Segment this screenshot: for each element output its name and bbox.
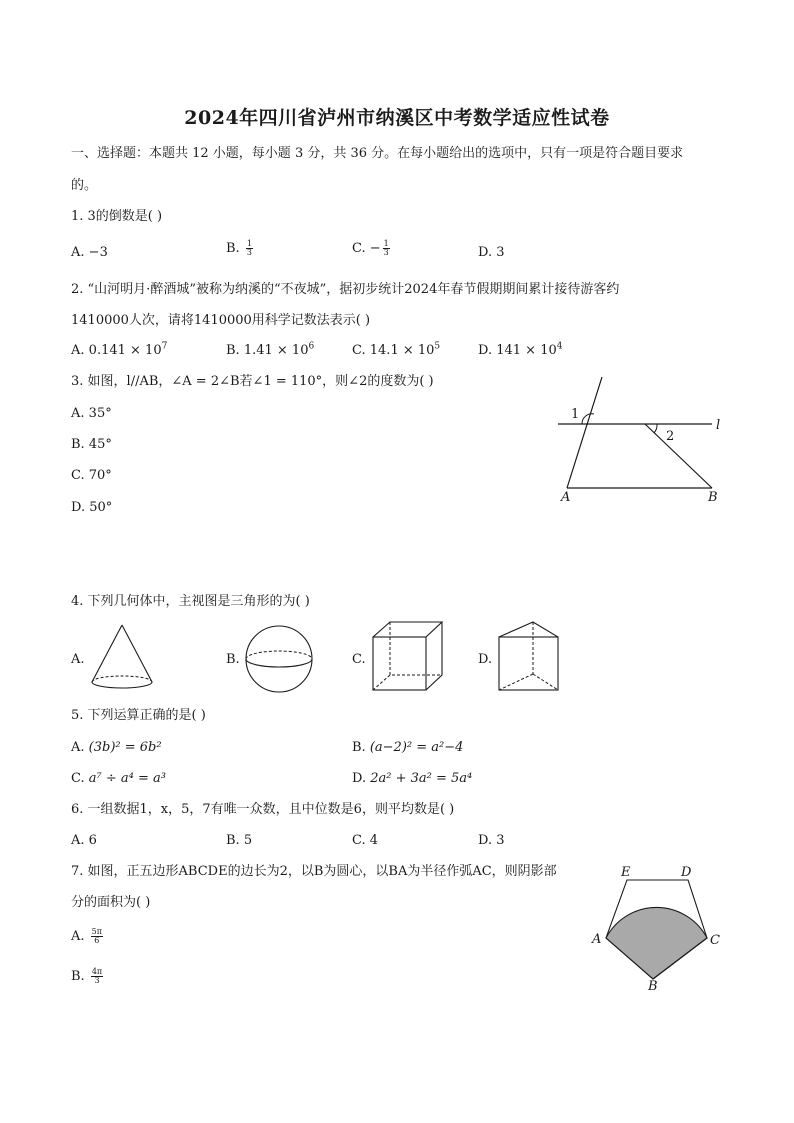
q6-option-a: A. 6	[71, 833, 97, 848]
page-title: 2024年四川省泸州市纳溪区中考数学适应性试卷	[184, 107, 610, 129]
q7-label-D: D	[681, 865, 692, 880]
q7-label-C: C	[710, 933, 720, 948]
q7-option-b: B. $\frac{4\pi}{3}$	[71, 967, 103, 985]
q1-option-b: B. $\frac{1}{3}$	[226, 239, 252, 257]
q7-option-a: A. $\frac{5\pi}{6}$	[71, 927, 103, 945]
q5-option-d: D. 2a² + 3a² = 5a⁴	[352, 771, 473, 786]
q7-option-b-fraction: $\frac{4\pi}{3}$	[91, 967, 103, 985]
q7-pentagon-figure	[585, 862, 725, 994]
q7-label-B: B	[648, 979, 658, 994]
q3-option-b: B. 45°	[71, 437, 112, 452]
q3-label-l: l	[716, 418, 721, 433]
q1-option-c: C. − $\frac{1}{3}$	[352, 239, 389, 257]
q2-option-a: A. $0.141 \times 10^7$	[71, 341, 168, 358]
q2-stem-line2: 1410000人次，请将1410000用科学记数法表示( )	[71, 313, 371, 328]
q7-label-A: A	[592, 932, 602, 947]
q4-option-b-letter: B.	[226, 652, 240, 667]
q5-option-c: C. a⁷ ÷ a⁴ = a³	[71, 771, 166, 786]
q4-cone-figure	[88, 622, 156, 692]
q7-stem-line1: 7. 如图，正五边形ABCDE的边长为2，以B为圆心，以BA为半径作弧AC，则阴影部	[71, 864, 557, 879]
q3-label-1: 1	[571, 407, 580, 422]
q3-figure	[550, 370, 730, 510]
q7-shaded-region	[606, 907, 707, 979]
q3-segment-B	[645, 424, 712, 488]
q6-option-b: B. 5	[226, 833, 253, 848]
q3-label-B: B	[708, 490, 718, 505]
q5-option-b: B. (a−2)² = a²−4	[352, 740, 464, 755]
q3-option-d: D. 50°	[71, 500, 113, 515]
q2-option-c: C. $14.1 \times 10^5$	[352, 341, 441, 358]
q6-option-c: C. 4	[352, 833, 379, 848]
q1-option-b-fraction: $\frac{1}{3}$	[246, 239, 252, 257]
q7-option-a-fraction: $\frac{5\pi}{6}$	[91, 927, 103, 945]
q3-label-2: 2	[666, 429, 675, 444]
q3-option-a: A. 35°	[71, 406, 112, 421]
q6-stem: 6. 一组数据1，x，5，7有唯一众数，且中位数是6，则平均数是( )	[71, 802, 455, 817]
q7-label-E: E	[621, 865, 631, 880]
q1-option-a: A. −3	[71, 245, 108, 260]
q3-stem: 3. 如图，l//AB，∠A = 2∠B若∠1 = 110°，则∠2的度数为( )	[71, 374, 434, 389]
q1-stem: 1. 3的倒数是( )	[71, 209, 163, 224]
section-heading-line2: 的。	[71, 178, 98, 193]
section-heading-line1: 一、选择题：本题共 12 小题，每小题 3 分，共 36 分。在每小题给出的选项中，只有一项是符合题目要求	[71, 146, 684, 161]
q5-option-a: A. (3b)² = 6b²	[71, 740, 162, 755]
q4-stem: 4. 下列几何体中，主视图是三角形的为( )	[71, 594, 310, 609]
q1-option-d: D. 3	[478, 245, 505, 260]
q4-option-c-letter: C.	[352, 652, 366, 667]
q3-label-A: A	[561, 490, 571, 505]
q4-prism-figure	[496, 620, 562, 694]
q6-option-d: D. 3	[478, 833, 505, 848]
q3-angle-2-arc	[654, 424, 657, 433]
q2-option-d: D. $141 \times 10^4$	[478, 341, 563, 358]
q3-option-c: C. 70°	[71, 468, 112, 483]
q4-option-d-letter: D.	[478, 652, 493, 667]
q3-transversal	[567, 377, 602, 488]
q4-sphere-figure	[244, 624, 314, 694]
q2-stem-line1: 2. “山河明月·醉酒城”被称为纳溪的“不夜城”，据初步统计2024年春节假期期间累计接待游客约	[71, 282, 620, 297]
q7-stem-line2: 分的面积为( )	[71, 895, 151, 910]
q4-cube-figure	[370, 620, 446, 694]
q1-option-c-fraction: $\frac{1}{3}$	[383, 239, 389, 257]
q2-option-b: B. $1.41 \times 10^6$	[226, 341, 315, 358]
q4-option-a-letter: A.	[71, 652, 85, 667]
q5-stem: 5. 下列运算正确的是( )	[71, 708, 206, 723]
